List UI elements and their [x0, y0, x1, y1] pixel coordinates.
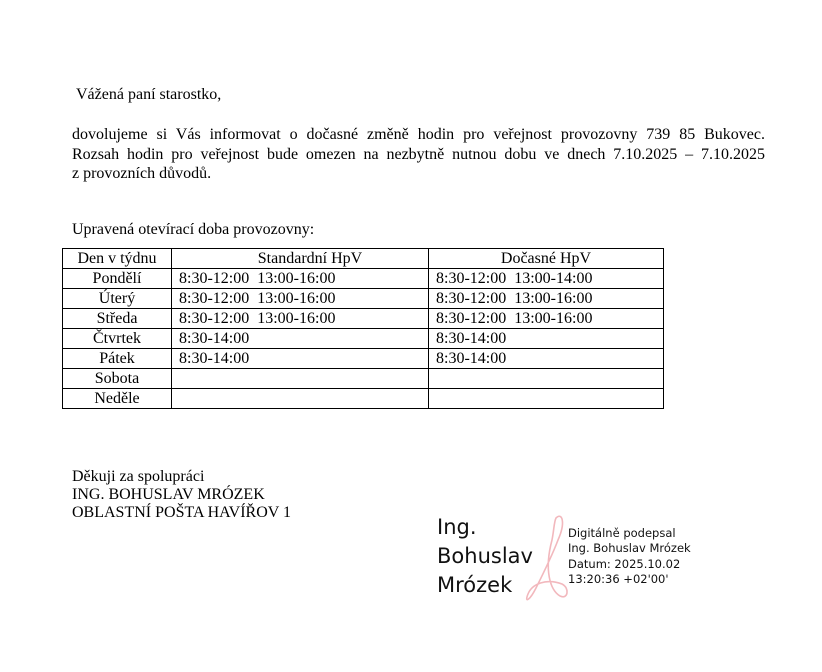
table-row — [63, 389, 664, 409]
table-header-row — [63, 249, 664, 269]
closing-thanks: Děkuji za spolupráci — [72, 468, 205, 485]
table-row — [63, 329, 664, 349]
cell-day: Úterý — [63, 289, 172, 309]
signature-detail-line: Ing. Bohuslav Mrózek — [568, 541, 691, 556]
cell-day: Pondělí — [63, 269, 172, 289]
cell-day: Sobota — [63, 369, 172, 389]
cell-standard: 8:30-12:00 13:00-16:00 — [172, 309, 429, 329]
cell-standard — [172, 369, 429, 389]
header-day: Den v týdnu — [63, 249, 172, 269]
table-row — [63, 269, 664, 289]
header-standard: Standardní HpV — [172, 249, 429, 269]
cell-temporary: 8:30-14:00 — [429, 349, 664, 369]
signatory-office: OBLASTNÍ POŠTA HAVÍŘOV 1 — [72, 504, 292, 521]
cell-day: Pátek — [63, 349, 172, 369]
letter-body-line: dovolujeme si Vás informovat o dočasné změně hodin pro veřejnost provozovny 739 85 Bukovec. — [72, 126, 765, 143]
cell-temporary — [429, 389, 664, 409]
table-row — [63, 309, 664, 329]
signature-detail-line: Datum: 2025.10.02 — [568, 556, 681, 571]
cell-standard: 8:30-12:00 13:00-16:00 — [172, 289, 429, 309]
digital-signature-name — [437, 513, 533, 600]
cell-temporary: 8:30-14:00 — [429, 329, 664, 349]
cell-temporary: 8:30-12:00 13:00-16:00 — [429, 289, 664, 309]
cell-day: Neděle — [63, 389, 172, 409]
table-row — [63, 369, 664, 389]
cell-day: Středa — [63, 309, 172, 329]
table-caption: Upravená otevírací doba provozovny: — [72, 221, 315, 238]
cell-standard — [172, 389, 429, 409]
digital-signature-details — [568, 526, 691, 587]
signature-name-line: Ing. — [437, 515, 477, 539]
letter-body-line: Rozsah hodin pro veřejnost bude omezen na nezbytně nutnou dobu ve dnech 7.10.2025 – 7.10.2025 — [72, 145, 765, 163]
cell-temporary: 8:30-12:00 13:00-14:00 — [429, 269, 664, 289]
letter-greeting: Vážená paní starostko, — [76, 86, 222, 103]
signature-name-line: Bohuslav — [437, 544, 533, 568]
signature-detail-line: Digitálně podepsal — [568, 526, 676, 540]
table-row — [63, 289, 664, 309]
signature-name-line: Mrózek — [437, 573, 513, 597]
cell-day: Čtvrtek — [63, 329, 172, 349]
opening-hours-table — [62, 248, 664, 409]
letter-body-line: z provozních důvodů. — [72, 165, 212, 182]
adobe-signature-icon — [522, 510, 572, 608]
letter-body — [72, 125, 765, 184]
cell-standard: 8:30-14:00 — [172, 329, 429, 349]
letter-closing — [72, 468, 291, 522]
cell-temporary: 8:30-12:00 13:00-16:00 — [429, 309, 664, 329]
cell-standard: 8:30-12:00 13:00-16:00 — [172, 269, 429, 289]
cell-temporary — [429, 369, 664, 389]
signatory-name: ING. BOHUSLAV MRÓZEK — [72, 486, 265, 503]
header-temporary: Dočasné HpV — [429, 249, 664, 269]
cell-standard: 8:30-14:00 — [172, 349, 429, 369]
table-row — [63, 349, 664, 369]
signature-detail-line: 13:20:36 +02'00' — [568, 571, 669, 586]
